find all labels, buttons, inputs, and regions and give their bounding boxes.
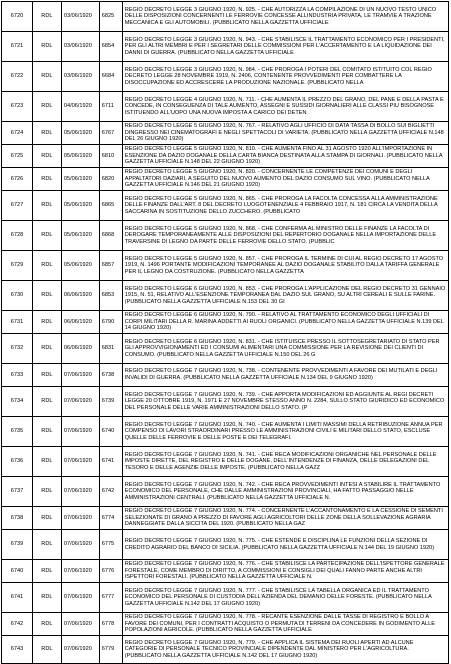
record-number-text: 6743 (10, 646, 24, 653)
act-code-cell (100, 32, 123, 61)
act-type-text: RDL (41, 152, 53, 159)
record-number-text: 6727 (10, 202, 24, 209)
record-number-cell (2, 251, 33, 280)
act-description-text: REGIO DECRETO LEGGE 3 GIUGNO 1920, N. 984. - CHE PROROGA I POTERI DEL COMITATO ISTITUITO COL REGIO DECRETO LEGGE 28 NOVEMBRE 1919, N. 2406, CONTENENTE PROVVEDIMENTI PER COMBATTERE LA DISOCCUPAZIONE ED ACCRESCERE LA PRODUZIONE NAZIONALE. (PUBBLICATO NELLA (124, 66, 432, 86)
act-date-text: 07/06/1920 (63, 488, 92, 495)
record-number-text: 6722 (10, 73, 24, 80)
record-number-text: 6729 (10, 262, 24, 269)
act-description-text: REGIO DECRETO LEGGE 5 GIUGNO 1920, N. 868. - CHE CONFERMA AL MINISTRO DELLE FINANZE LA FACOLTA DI DEROGARE TEMPORANEAMENTE ALLE DISPOSIZIONI DEL REPERTORIO DOGANALE NELLA IMPORTAZIONE DELLE TRAVERSINE DI LEGNO DA PARTE DELLE FERROVIE DELLO STATO. (PUBBLIC (124, 225, 437, 245)
act-type-text: RDL (41, 73, 53, 80)
act-type-cell (33, 122, 62, 144)
record-number-text: 6739 (10, 541, 24, 548)
act-description-text: REGIO DECRETO LEGGE 3 GIUGNO 1920, N. 925. - CHE AUTORIZZA LA COMPILAZIONE DI UN NUOVO TESTO UNICO DELLE DISPOSIZIONI CONCERNENTI LE FERROVIE CONCESSE ALLINDUSTRIA PRIVATA, LE TRAMVIE A TRAZIONE MECCANICA E GLI AUTOMOBILI. (PUBBLICATO NELLA GAZZETTA UFFICIALE (124, 6, 437, 26)
act-date-cell (62, 251, 100, 280)
act-date-text: 07/06/1920 (63, 646, 92, 653)
act-code-text: 6825 (101, 13, 115, 20)
act-description-text: REGIO DECRETO LEGGE 7 GIUGNO 1920, N. 741. - CHE RECA MODIFICAZIONI ORGANICHE NEL PERSONALE DELLE IMPOSTE DIRETTE, DEL REGISTRO E DELLE DOGANE, DELL'INTENDENZE DI FINANZA, DELLE DELEGAZIONI DEL TESORO E DELLE AGENZIE DELLE IMPOSTE. (PUBBLICATO NELLA GAZZ (124, 451, 437, 471)
act-description-text: REGIO DECRETO LEGGE 5 GIUGNO 1920, N. 865. - CHE PROROGA LA FACOLTA CONCESSA ALLA AMMINISTRAZIONE DELLE FINANZE DALL'ART. 8 DEL DECRETO LUOGOTENENZIALE 4 FEBBRAIO 1917, N. 181 CIRCA LA VENDITA DELLA SACCARINA IN SOSTITUZIONE DELLO ZUCCHERO. (PUBBLICATO (124, 195, 438, 215)
act-type-cell (33, 334, 62, 363)
record-number-cell (2, 477, 33, 506)
act-type-cell (33, 636, 62, 663)
act-description-cell (123, 613, 449, 635)
act-type-text: RDL (41, 232, 53, 239)
table-row (2, 32, 449, 62)
act-code-text: 6774 (101, 514, 115, 521)
act-code-text: 6684 (101, 73, 115, 80)
record-number-text: 6726 (10, 175, 24, 182)
record-number-cell (2, 560, 33, 582)
table-row (2, 168, 449, 191)
table-row (2, 334, 449, 364)
act-code-cell (100, 447, 123, 476)
table-row (2, 387, 449, 417)
act-code-cell (100, 251, 123, 280)
act-type-text: RDL (41, 175, 53, 182)
act-code-cell (100, 92, 123, 121)
act-type-text: RDL (41, 458, 53, 465)
act-description-cell (123, 2, 449, 31)
act-date-text: 07/06/1920 (63, 371, 92, 378)
record-number-text: 6733 (10, 371, 24, 378)
record-number-text: 6742 (10, 620, 24, 627)
act-description-cell (123, 364, 449, 386)
act-code-text: 6868 (101, 232, 115, 239)
record-number-text: 6740 (10, 567, 24, 574)
record-number-cell (2, 636, 33, 663)
act-type-text: RDL (41, 345, 53, 352)
act-code-text: 6740 (101, 428, 115, 435)
record-number-cell (2, 387, 33, 416)
record-number-text: 6730 (10, 292, 24, 299)
act-date-text: 07/06/1920 (63, 514, 92, 521)
record-number-text: 6741 (10, 594, 24, 601)
act-type-cell (33, 281, 62, 310)
act-code-cell (100, 168, 123, 190)
act-date-cell (62, 281, 100, 310)
record-number-text: 6735 (10, 428, 24, 435)
act-type-cell (33, 530, 62, 559)
act-type-cell (33, 613, 62, 635)
record-number-text: 6736 (10, 458, 24, 465)
record-number-cell (2, 364, 33, 386)
act-date-cell (62, 191, 100, 220)
act-description-text: REGIO DECRETO LEGGE 7 GIUGNO 1920, N. 738. - CONTENENTE PROVVEDIMENTI A FAVORE DEI MUTILATI E DEGLI INVALIDI DI GUERRA. (PUBBLICATO NELLA GAZZETTA UFFICIALE N.134 DEL 9 GIUGNO 1920) (124, 368, 438, 381)
record-number-cell (2, 221, 33, 250)
act-type-text: RDL (41, 202, 53, 209)
act-type-cell (33, 477, 62, 506)
act-type-text: RDL (41, 262, 53, 269)
act-type-cell (33, 417, 62, 446)
act-code-text: 6711 (101, 103, 114, 110)
act-type-text: RDL (41, 13, 53, 20)
act-description-text: REGIO DECRETO LEGGE 5 GIUGNO 1920, N. 820. - CONCERNENTE LE COMPETENZE DEI COMUNI E DEGLI APPALTATORI DAZIARI, A SEGUITO DEL NUOVO AUMENTO DEL DAZIO CONSUMO SUL VINO. (PUBBLICATO NELLA GAZZETTA UFFICIALE N.146 DEL 21 GIUGNO 1920) (124, 169, 430, 189)
act-type-cell (33, 311, 62, 333)
table-row (2, 507, 449, 530)
act-date-text: 04/06/1920 (63, 103, 92, 110)
record-number-text: 6723 (10, 103, 24, 110)
act-description-text: REGIO DECRETO LEGGE 7 GIUGNO 1920, N. 776. - CHE STABILISCE LA PARTECIPAZIONE DELL'ISPETTORE GENERALE FORESTALE, COME MEMBRO DI DIRITTO, A COMMISSIONI E CONSIGLI DEI QUALI FANNO PARTE ANCHE ALTRI ISPETTORI FORESTALI. (PUBBLICATO NELLA GAZZETTA UFFICIALE N. (124, 561, 445, 581)
act-type-cell (33, 364, 62, 386)
act-type-cell (33, 387, 62, 416)
act-code-text: 6739 (101, 398, 115, 405)
act-description-text: REGIO DECRETO LEGGE 7 GIUGNO 1920, N. 739. - CHE APPORTA MODIFICAZIONI ED AGGIUNTE AL REGI DECRETI LEGGE 20 OTTOBRE 1919, N. 1971 E 27 NOVEMBRE STESSO ANNO N. 2284, SULLO STATO GIURIDICO ED ECONOMICO DEL PERSONALE DELLE VARIE AMMINISTRAZIONI DELLO STATO. (P (124, 391, 445, 411)
act-description-cell (123, 92, 449, 121)
act-date-cell (62, 92, 100, 121)
act-description-cell (123, 191, 449, 220)
act-type-cell (33, 251, 62, 280)
act-date-cell (62, 334, 100, 363)
act-date-text: 07/06/1920 (63, 541, 92, 548)
act-date-text: 07/06/1920 (63, 398, 92, 405)
table-row (2, 530, 449, 560)
act-description-text: REGIO DECRETO LEGGE 7 GIUGNO 1920, N. 740. - CHE AUMENTA I LIMITI MASSIMI DELLA RETRIBUZIONE ANNUA PER COMPENSO DI LAVORI STRAORDINARI PRESSO LE AMMINISTRAZIONI CIVILI E MILITARI DELLO STATO, ESCLUSE QUELLE DELLE FERROVIE E DELLE POSTE E DEI TELEGRAFI. (124, 421, 443, 441)
record-number-cell (2, 334, 33, 363)
act-code-cell (100, 145, 123, 167)
act-code-text: 6779 (101, 646, 115, 653)
act-date-text: 06/06/1920 (63, 345, 92, 352)
act-date-text: 07/06/1920 (63, 458, 92, 465)
record-number-cell (2, 583, 33, 612)
act-date-text: 05/06/1920 (63, 152, 92, 159)
table-row (2, 2, 449, 32)
act-type-cell (33, 145, 62, 167)
act-description-cell (123, 387, 449, 416)
act-date-text: 07/06/1920 (63, 620, 92, 627)
record-number-cell (2, 417, 33, 446)
act-date-cell (62, 507, 100, 529)
act-description-text: REGIO DECRETO LEGGE 7 GIUGNO 1920, N. 774. - CONCERNENTE L'ACCANTONAMENTO E LA CESSIONE DI SEMENTI SELEZIONATE DI GRANO A PREZZO DI FAVORE AGLI AGRICOLTORI DELLE ZONE DELLA SOLLEVAZIONE AGRARIA DANNEGGIATE DALLA SICCITA DEL 1920. (PUBBLICATO NELLA GAZ (124, 508, 443, 528)
record-number-text: 6721 (10, 43, 24, 50)
record-number-cell (2, 92, 33, 121)
act-date-cell (62, 145, 100, 167)
act-date-cell (62, 168, 100, 190)
record-number-text: 6738 (10, 514, 24, 521)
act-code-text: 6790 (101, 318, 115, 325)
table-row (2, 92, 449, 122)
table-row (2, 477, 449, 507)
act-date-cell (62, 2, 100, 31)
act-description-cell (123, 168, 449, 190)
act-type-text: RDL (41, 620, 53, 627)
record-number-cell (2, 507, 33, 529)
record-number-text: 6720 (10, 13, 24, 20)
act-code-cell (100, 364, 123, 386)
act-code-cell (100, 417, 123, 446)
act-date-cell (62, 122, 100, 144)
records-table (1, 1, 449, 664)
table-row (2, 417, 449, 447)
act-type-cell (33, 92, 62, 121)
act-code-cell (100, 62, 123, 91)
record-number-text: 6737 (10, 488, 24, 495)
act-date-cell (62, 387, 100, 416)
act-type-text: RDL (41, 646, 53, 653)
act-type-text: RDL (41, 398, 53, 405)
act-date-cell (62, 32, 100, 61)
act-description-cell (123, 62, 449, 91)
act-code-text: 6776 (101, 567, 115, 574)
act-code-text: 6741 (101, 458, 115, 465)
act-date-text: 06/06/1920 (63, 318, 92, 325)
act-code-text: 6857 (101, 262, 115, 269)
record-number-cell (2, 145, 33, 167)
table-row (2, 613, 449, 636)
act-description-cell (123, 145, 449, 167)
act-type-cell (33, 168, 62, 190)
table-row (2, 281, 449, 311)
act-description-text: REGIO DECRETO LEGGE 5 GIUGNO 1920, N. 767. - RELATIVO AGLI UFFICIO DI DATA TASSA DI BOLLO SUI BIGLIETTI DINGRESSO NEI CINEMATOGRAFI E NEGLI SPETTACOLI DI VARIETA. (PUBBLICATO NELLA GAZZETTA UFFICIALE N.148 DEL 26 GIUGNO 1920) (124, 123, 444, 143)
act-code-text: 6854 (101, 43, 115, 50)
table-row (2, 364, 449, 387)
act-type-text: RDL (41, 103, 53, 110)
table-row (2, 447, 449, 477)
act-code-cell (100, 560, 123, 582)
act-code-text: 6742 (101, 488, 115, 495)
act-date-cell (62, 311, 100, 333)
act-type-text: RDL (41, 318, 53, 325)
act-date-cell (62, 417, 100, 446)
record-number-cell (2, 32, 33, 61)
table-row (2, 122, 449, 145)
act-type-text: RDL (41, 594, 53, 601)
act-code-cell (100, 636, 123, 663)
table-row (2, 560, 449, 583)
act-type-cell (33, 221, 62, 250)
record-number-cell (2, 281, 33, 310)
act-code-text: 6778 (101, 620, 115, 627)
act-type-cell (33, 507, 62, 529)
act-date-cell (62, 477, 100, 506)
record-number-cell (2, 447, 33, 476)
act-type-text: RDL (41, 488, 53, 495)
act-date-cell (62, 530, 100, 559)
act-description-cell (123, 583, 449, 612)
act-date-text: 03/06/1920 (63, 13, 92, 20)
act-code-text: 6865 (101, 202, 115, 209)
act-description-cell (123, 32, 449, 61)
act-code-text: 6777 (101, 594, 115, 601)
act-description-text: REGIO DECRETO LEGGE 5 GIUGNO 1920, N. 810. - CHE AUMENTA FINO AL 31 AGOSTO 1920 ALL'IMPORTAZIONE IN ESENZIONE DA DAZIO DOGANALE DELLA CARTA BIANCA DESTINATA ALLA STAMPA DI GIORNALI. (PUBBLICATO NELLA GAZZETTA UFFICIALE N.148 DEL 22 GIUGNO 1920) (124, 146, 443, 166)
act-type-text: RDL (41, 292, 53, 299)
act-description-cell (123, 477, 449, 506)
act-code-text: 6831 (101, 345, 115, 352)
act-description-cell (123, 560, 449, 582)
act-date-text: 03/06/1920 (63, 43, 92, 50)
act-type-cell (33, 583, 62, 612)
table-row (2, 221, 449, 251)
act-code-text: 6767 (101, 129, 115, 136)
act-type-text: RDL (41, 129, 53, 136)
act-code-text: 6853 (101, 292, 115, 299)
act-type-text: RDL (41, 567, 53, 574)
table-row (2, 191, 449, 221)
record-number-text: 6728 (10, 232, 24, 239)
act-type-text: RDL (41, 428, 53, 435)
act-description-cell (123, 417, 449, 446)
act-date-text: 03/06/1920 (63, 73, 92, 80)
act-code-cell (100, 334, 123, 363)
act-code-cell (100, 2, 123, 31)
act-code-text: 6820 (101, 175, 115, 182)
act-description-cell (123, 122, 449, 144)
table-row (2, 62, 449, 92)
act-code-cell (100, 387, 123, 416)
table-row (2, 145, 449, 168)
act-code-cell (100, 191, 123, 220)
act-description-text: REGIO DECRETO LEGGE 4 GIUGNO 1920, N. 711. - CHE AUMENTA IL PREZZO DEL GRANO, DEL PANE E DELLA PASTA E CONCEDE, IN CONSEGUENZA DI TALE AUMENTO, ASSEGNI E SUSSIDI GIORNALIERI ALLE CLASSI PIU BISOGNOSE ISTITUENDO ALL'UOPO UNA NUOVA IMPOSTA A CARICO DEI DETEN (124, 96, 444, 116)
act-type-cell (33, 32, 62, 61)
act-date-text: 05/06/1920 (63, 175, 92, 182)
act-date-cell (62, 613, 100, 635)
act-description-cell (123, 311, 449, 333)
act-date-text: 05/06/1920 (63, 232, 92, 239)
act-description-text: REGIO DECRETO LEGGE 7 GIUGNO 1920, N. 742. - CHE RECA PROVVEDIMENTI INTESI A STABILIRE IL TRATTAMENTO ECONOMICO DEL PERSONALE, CHE DALLE AMMINISTRAZIONI PROVINCIALI, HA FATTO PASSAGGIO NELLE AMMINISTRAZIONI CENTRALI. (PUBBLICATO NELLA GAZZETTA UFFICIALE N. (124, 481, 441, 501)
act-date-cell (62, 62, 100, 91)
act-date-text: 05/06/1920 (63, 129, 92, 136)
table-row (2, 311, 449, 334)
record-number-cell (2, 2, 33, 31)
act-date-text: 05/06/1920 (63, 202, 92, 209)
act-description-text: REGIO DECRETO LEGGE 6 GIUGNO 1920, N. 853. - CHE PROROGA L'APPLICAZIONE DEL REGIO DECRETO 31 GENNAIO 1915, N. 51, RELATIVO ALL'ESENZIONE TEMPORANEA DAL DAZIO SUL GRANO, SU ALTRI CEREALI E SULLE FARINE. (PUBBLICATO NELLA GAZZETTA UFFICIALE N.153 DEL 30 GI (124, 285, 446, 305)
act-code-cell (100, 477, 123, 506)
act-description-cell (123, 221, 449, 250)
record-number-text: 6725 (10, 152, 24, 159)
act-description-text: REGIO DECRETO LEGGE 7 GIUGNO 1920, N. 777. - CHE STABILISCE LA TABELLA ORGANICA ED IL TRATTAMENTO ECONOMICO DEL PERSONALE DI CUSTODIA DELL'AZIENDA DEL DEMANIO DELLE FORESTE. (PUBBLICATO NELLA GAZZETTA UFFICIALE N.142 DEL 17 GIUGNO 1920) (124, 587, 432, 607)
act-date-cell (62, 560, 100, 582)
act-description-text: REGIO DECRETO LEGGE 7 GIUGNO 1920, N. 779. - CHE APPLICA IL SISTEMA DEI RUOLI APERTI AD ALCUNE CATEGORIE DI PERSONALE TECNICO PROVINCIALE DIPENDENTE DAL MINISTERO PER L'AGRICOLTURA. (PUBBLICATO NELLA GAZZETTA UFFICIALE N.142 DEL 17 GIUGNO 1920) (124, 639, 414, 659)
act-type-text: RDL (41, 541, 53, 548)
act-code-cell (100, 311, 123, 333)
act-date-cell (62, 636, 100, 663)
act-description-cell (123, 251, 449, 280)
act-code-cell (100, 281, 123, 310)
act-description-cell (123, 507, 449, 529)
act-code-cell (100, 583, 123, 612)
record-number-cell (2, 168, 33, 190)
table-row (2, 251, 449, 281)
act-description-text: REGIO DECRETO LEGGE 5 GIUGNO 1920, N. 857. - CHE PROROGA IL TERMINE DI CUI AL REGIO DECRETO 17 AGOSTO 1919, N. 1496 PORTANTE MODIFICAZIONI TEMPORANEE AL DAZIO DOGANALE STABILITO DALLA TARIFFA GENERALE PER IL LEGNO DA COSTRUZIONE. (PUBBLICATO NELLA GAZZETTA (124, 255, 444, 275)
act-description-text: REGIO DECRETO LEGGE 7 GIUGNO 1920, N. 775. - CHE ESTENDE E DISCIPLINA LE FUNZIONI DELLA SEZIONE DI CREDITO AGRARIO DEL BANCO DI SICILIA. (PUBBLICATO NELLA GAZZETTA UFFICIALE N.144 DEL 19 GIUGNO 1920) (124, 537, 435, 551)
act-date-text: 07/06/1920 (63, 567, 92, 574)
act-description-cell (123, 447, 449, 476)
act-code-cell (100, 221, 123, 250)
act-code-cell (100, 530, 123, 559)
act-date-text: 07/06/1920 (63, 428, 92, 435)
record-number-cell (2, 311, 33, 333)
act-description-text: REGIO DECRETO LEGGE 6 GIUGNO 1920, N. 831. - CHE ISTITUISCE PRESSO IL SOTTOSEGRETARIATO DI STATO PER GLI APPROVVIGIONAMENTI ED I CONSUMI ALIMENTARI UNA COMMISSIONE PER LA REVISIONE DEI CLIENTI DI CONSUMO. (PUBBLICATO NELLA GAZZETTA UFFICIALE N.150 DEL 26 G (124, 338, 440, 358)
act-type-cell (33, 2, 62, 31)
act-description-text: REGIO DECRETO LEGGE 6 GIUGNO 1920, N. 790. - RELATIVO AL TRATTAMENTO ECONOMICO DEGLI UFFICIALI DI CORPI MILITARI DELLA R. MARINA ADDETTI AI RUOLI ORGANICI. (PUBBLICATO NELLA GAZZETTA UFFICIALE N.139 DEL 14 GIUGNO 1920) (124, 312, 444, 332)
act-type-text: RDL (41, 43, 53, 50)
act-description-text: REGIO DECRETO LEGGE 7 GIUGNO 1920, N. 778. - RECANTE ESENZIONE DALLE TASSE DI REGISTRO E BOLLO A FAVORE DEI COMUNI, PER I CONTRATTI ACQUISTO O PERMUTA DI TERRENI DA CONCEDERE IN GODIMENTO ALLE POPOLAZIONI AGRICOLE. (PUBBLICATO NELLA GAZZETTA UFFICIALE (124, 614, 435, 634)
table-row (2, 583, 449, 613)
act-description-cell (123, 636, 449, 663)
act-description-cell (123, 334, 449, 363)
record-number-cell (2, 191, 33, 220)
act-code-cell (100, 507, 123, 529)
record-number-cell (2, 122, 33, 144)
act-type-cell (33, 191, 62, 220)
act-date-text: 07/06/1920 (63, 594, 92, 601)
record-number-cell (2, 62, 33, 91)
act-type-cell (33, 62, 62, 91)
record-number-cell (2, 613, 33, 635)
record-number-text: 6734 (10, 398, 24, 405)
record-number-text: 6732 (10, 345, 24, 352)
act-type-cell (33, 560, 62, 582)
act-date-cell (62, 447, 100, 476)
table-row (2, 636, 449, 664)
act-date-text: 06/06/1920 (63, 292, 92, 299)
act-description-cell (123, 530, 449, 559)
act-type-cell (33, 447, 62, 476)
record-number-text: 6724 (10, 129, 24, 136)
act-description-cell (123, 281, 449, 310)
act-description-text: REGIO DECRETO LEGGE 3 GIUGNO 1920, N. 943. - CHE STABILISCE IL TRATTAMENTO ECONOMICO PER I PRESIDENTI, PER GLI ALTRI MEMBRI E PER I SEGRETARI DELLE COMMISSIONI PER L'ACCERTAMENTO E LA LIQUIDAZIONE DEI DANNI DI GUERRA. (PUBBLICATO NELLA GAZZETTA UFFICIALE (124, 36, 445, 56)
act-code-cell (100, 122, 123, 144)
act-code-text: 6810 (101, 152, 115, 159)
act-date-cell (62, 364, 100, 386)
act-code-text: 6775 (101, 541, 115, 548)
act-date-text: 05/06/1920 (63, 262, 92, 269)
act-type-text: RDL (41, 514, 53, 521)
act-type-text: RDL (41, 371, 53, 378)
record-number-cell (2, 530, 33, 559)
act-code-text: 6738 (101, 371, 115, 378)
act-date-cell (62, 221, 100, 250)
act-code-cell (100, 613, 123, 635)
record-number-text: 6731 (10, 318, 24, 325)
act-date-cell (62, 583, 100, 612)
